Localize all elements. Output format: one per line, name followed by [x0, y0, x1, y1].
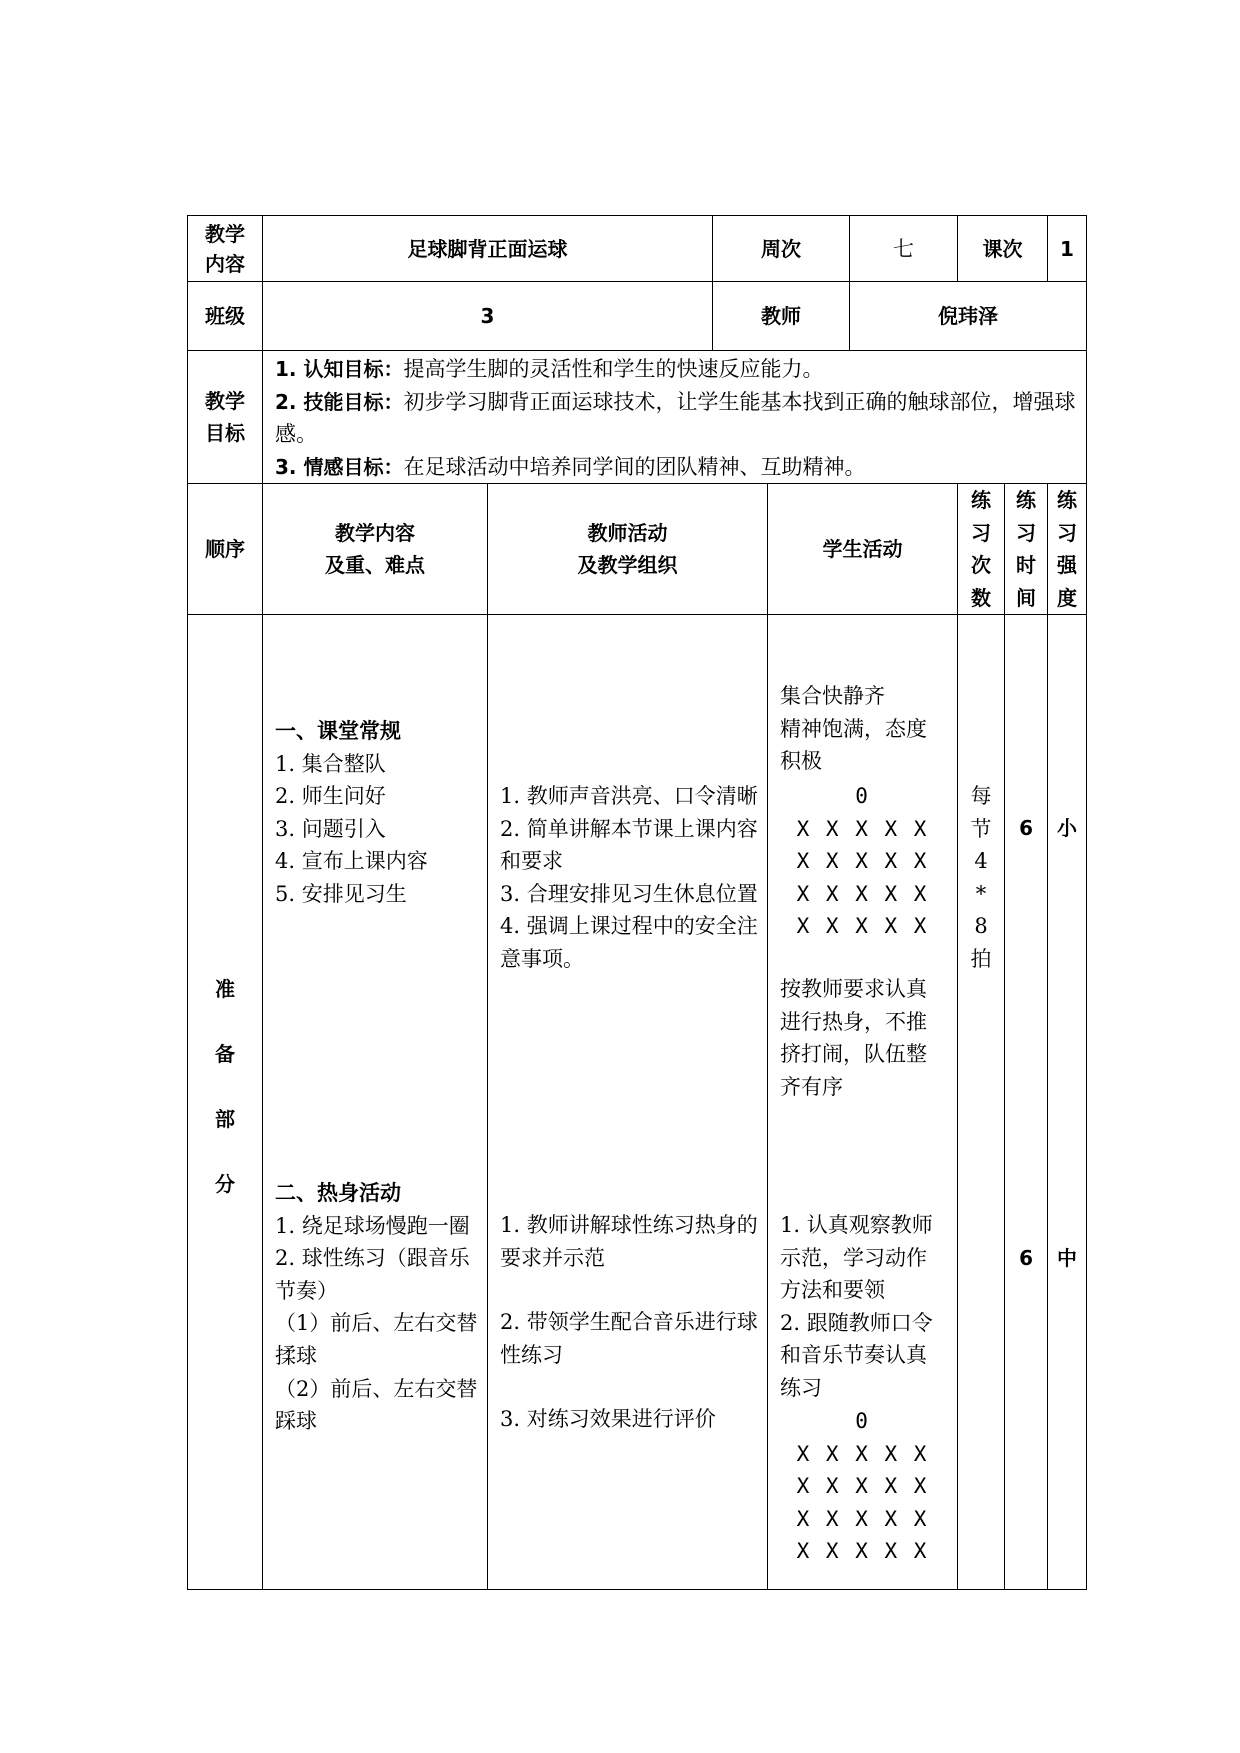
part2-item: 2. 球性练习（跟音乐节奏）: [275, 1246, 470, 1303]
formation-row: X X X X X: [796, 1506, 929, 1531]
student-item: 2. 跟随教师口令和音乐节奏认真练习: [780, 1310, 933, 1400]
formation-row: X X X X X: [796, 881, 929, 906]
header-teacher: 教师活动 及教学组织: [488, 484, 768, 615]
count-cell: [958, 615, 1005, 1590]
part2-time: 6: [1019, 1246, 1033, 1270]
part1-item: 1. 集合整队: [275, 751, 386, 776]
header-content: 教学内容 及重、难点: [263, 484, 488, 615]
student-item: 精神饱满，态度积极: [780, 716, 928, 774]
objective-skill: 2. 技能目标：初步学习脚背正面运球技术，让学生能基本找到正确的触球部位，增强球感。: [275, 389, 1076, 446]
header-time: 练习时间: [1005, 484, 1048, 615]
content-cell: [263, 615, 488, 1590]
part1-item: 3. 问题引入: [275, 816, 386, 841]
header-row: [188, 484, 1087, 615]
teacher-value: 倪玮泽: [850, 282, 1087, 351]
part2-item: （1）前后、左右交替揉球: [275, 1311, 478, 1368]
section-label: 准备部分: [215, 977, 235, 1196]
objectives-label: 教学目标: [188, 351, 263, 484]
time-cell: [1005, 615, 1048, 1590]
part2-student: [780, 1209, 937, 1405]
content-label: 教学内容: [188, 216, 263, 282]
teacher-item: 3. 合理安排见习生休息位置: [500, 881, 758, 906]
header-count: 练习次数: [958, 484, 1005, 615]
formation-row: X X X X X: [796, 1474, 929, 1499]
part1-student-top: [780, 680, 937, 778]
part1-item: 5. 安排见习生: [275, 881, 407, 906]
class-label: 班级: [188, 282, 263, 351]
part1-item: 4. 宣布上课内容: [275, 849, 428, 874]
teacher-position: 0: [855, 784, 870, 808]
student-activity-cell: [768, 615, 958, 1590]
week-label: 周次: [713, 216, 850, 282]
part1-title: 一、课堂常规: [275, 719, 401, 743]
objectives-content: [263, 351, 1087, 484]
preparation-row: [188, 615, 1087, 1590]
part1-content: [275, 715, 481, 911]
header-student: 学生活动: [768, 484, 958, 615]
teacher-item: 1. 教师讲解球性练习热身的要求并示范: [500, 1213, 758, 1270]
part1-time: 6: [1019, 816, 1033, 840]
content-value: 足球脚背正面运球: [263, 216, 713, 282]
part2-formation: [774, 1405, 951, 1568]
class-value: 3: [263, 282, 713, 351]
teacher-item: 1. 教师声音洪亮、口令清晰: [500, 784, 758, 808]
header-intensity: 练习强度: [1048, 484, 1087, 615]
part2-intensity: 中: [1057, 1246, 1078, 1270]
intensity-cell: [1048, 615, 1087, 1590]
info-row-1: [188, 216, 1087, 282]
part1-student-bottom: 按教师要求认真进行热身，不推挤打闹，队伍整齐有序: [780, 977, 928, 1099]
lesson-plan-sheet: [187, 215, 1087, 1590]
part2-title: 二、热身活动: [275, 1181, 401, 1205]
objectives-row: [188, 351, 1087, 484]
lesson-label: 课次: [958, 216, 1048, 282]
part2-content: [275, 1177, 481, 1438]
student-item: 集合快静齐: [780, 684, 886, 708]
header-order: 顺序: [188, 484, 263, 615]
formation-row: X X X X X: [796, 849, 929, 874]
part2-item: （2）前后、左右交替踩球: [275, 1376, 478, 1434]
part1-intensity: 小: [1057, 816, 1078, 840]
part1-item: 2. 师生问好: [275, 784, 386, 809]
part1-teacher: [500, 780, 761, 976]
formation-row: X X X X X: [796, 1441, 929, 1466]
student-item: 1. 认真观察教师示范，学习动作方法和要领: [780, 1213, 933, 1303]
section-label-cell: [188, 615, 263, 1590]
part1-formation: [774, 780, 951, 943]
teacher-item: 2. 简单讲解本节课上课内容和要求: [500, 816, 758, 874]
teacher-item: 2. 带领学生配合音乐进行球性练习: [500, 1310, 758, 1367]
part2-teacher: [500, 1209, 761, 1436]
lesson-plan-table: [187, 215, 1087, 1590]
objective-cognitive: 1. 认知目标：提高学生脚的灵活性和学生的快速反应能力。: [275, 357, 824, 381]
formation-row: X X X X X: [796, 816, 929, 841]
lesson-value: 1: [1048, 216, 1087, 282]
part2-item: 1. 绕足球场慢跑一圈: [275, 1213, 470, 1238]
formation-row: X X X X X: [796, 1539, 929, 1564]
teacher-position: 0: [855, 1409, 870, 1433]
teacher-item: 3. 对练习效果进行评价: [500, 1407, 716, 1432]
objective-affective: 3. 情感目标：在足球活动中培养同学间的团队精神、互助精神。: [275, 454, 866, 479]
teacher-activity-cell: [488, 615, 768, 1590]
week-value: 七: [850, 216, 958, 282]
teacher-item: 4. 强调上课过程中的安全注意事项。: [500, 914, 758, 971]
formation-row: X X X X X: [796, 914, 929, 939]
part1-count: 每节4*8拍: [970, 784, 992, 971]
teacher-label: 教师: [713, 282, 850, 351]
info-row-2: [188, 282, 1087, 351]
